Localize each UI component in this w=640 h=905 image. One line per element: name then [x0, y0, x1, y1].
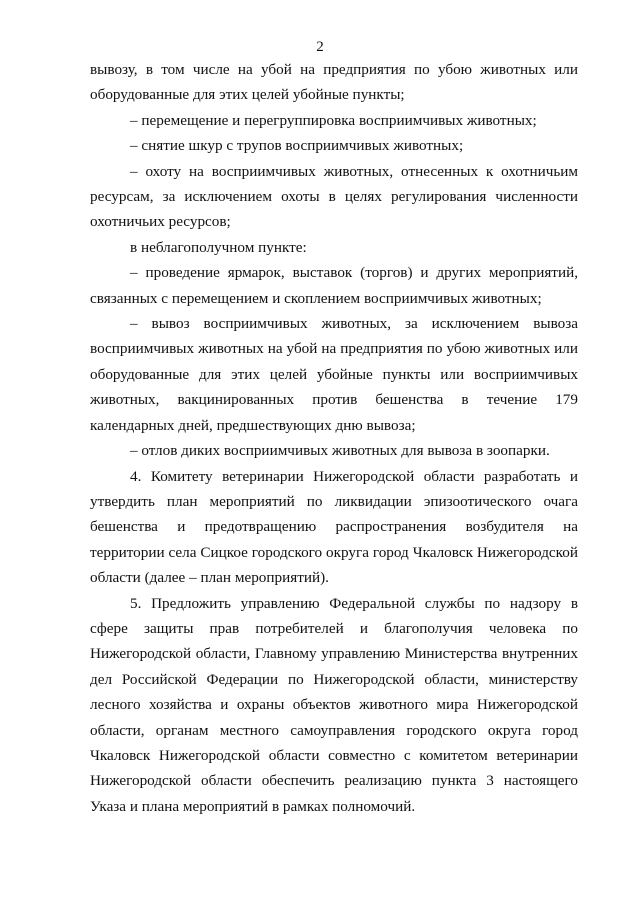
list-item-export: – вывоз восприимчивых животных, за исключением вывоза восприимчивых животных на убой на предприятия по убою животных или оборудованные для этих целей убойные пункты или восприимчивых животных, вакцинированных против бешенства в течение 179 календарных дней, предшествующих дню вывоза;: [90, 315, 578, 434]
paragraph-continuation: вывозу, в том числе на убой на предприятия по убою животных или оборудованные для этих целей убойные пункты;: [90, 61, 578, 104]
list-item-hunting: – охоту на восприимчивых животных, отнесенных к охотничьим ресурсам, за исключением охоты в целях регулирования численности охотничьих ресурсов;: [90, 162, 578, 231]
list-item-relocation: – перемещение и перегруппировка восприимчивых животных;: [130, 111, 537, 129]
page-number: 2: [316, 39, 324, 55]
list-item-fairs: – проведение ярмарок, выставок (торгов) и других мероприятий, связанных с перемещением и скоплением восприимчивых животных;: [90, 264, 578, 307]
clause-5: 5. Предложить управлению Федеральной службы по надзору в сфере защиты прав потребителей и благополучия человека по Нижегородской области, Главному управлению Министерства внутренних дел Российской Федерации по Нижегородской области, министерству лесного хозяйства и охраны объектов животного мира Нижегородской области, органам местного самоуправления городского округа город Чкаловск Нижегородской области совместно с комитетом ветеринарии Нижегородской области обеспечить реализацию пункта 3 настоящего Указа и плана мероприятий в рамках полномочий.: [90, 594, 578, 815]
list-item-capture: – отлов диких восприимчивых животных для вывоза в зоопарки.: [130, 442, 550, 460]
clause-4: 4. Комитету ветеринарии Нижегородской области разработать и утвердить план мероприятий по ликвидации эпизоотического очага бешенства и предотвращению распространения возбудителя на территории села Сицкое городского округа город Чкаловск Нижегородской области (далее – план мероприятий).: [90, 467, 578, 587]
document-body: [90, 57, 578, 819]
section-heading-unfavorable-point: в неблагополучном пункте:: [130, 238, 307, 256]
list-item-skinning: – снятие шкур с трупов восприимчивых животных;: [130, 137, 464, 155]
